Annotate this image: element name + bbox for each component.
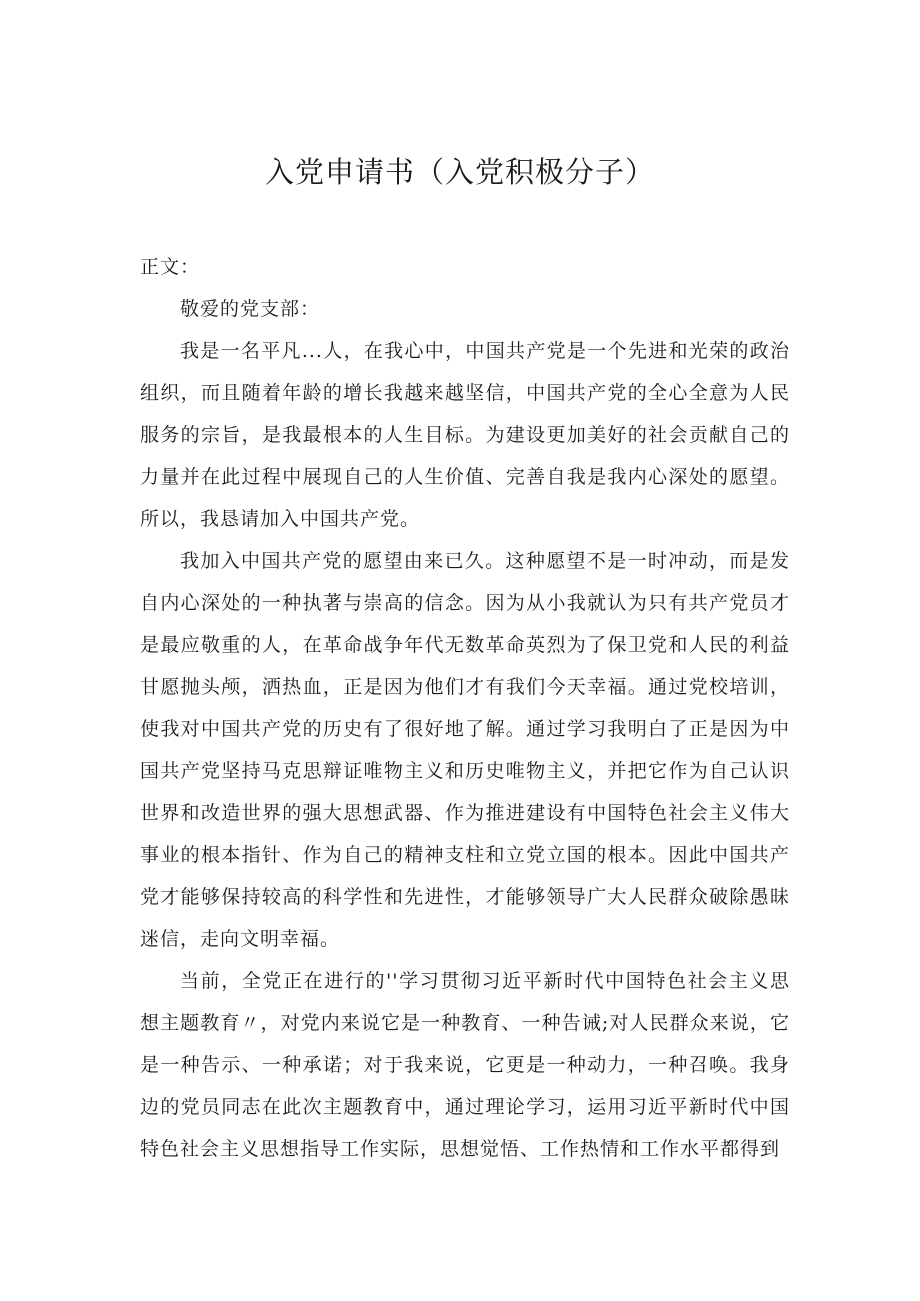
paragraph-1: 我是一名平凡...人，在我心中，中国共产党是一个先进和光荣的政治组织，而且随着年龄的增长我越来越坚信，中国共产党的全心全意为人民服务的宗旨，是我最根本的人生目标。为建设更加美好的社会贡献自己的力量并在此过程中展现自己的人生价值、完善自我是我内心深处的愿望。所以，我恳请加入中国共产党。 [140, 340, 790, 530]
paragraph-3: 当前，全党正在进行的''学习贯彻习近平新时代中国特色社会主义思想主题教育〃，对党内来说它是一种教育、一种告诫;对人民群众来说，它是一种告示、一种承诺；对于我来说，它更是一种动力，一种召唤。我身边的党员同志在此次主题教育中，通过理论学习，运用习近平新时代中国特色社会主义思想指导工作实际，思想觉悟、工作热情和工作水平都得到 [140, 970, 790, 1160]
document-title: 入党申请书（入党积极分子） [264, 155, 655, 189]
body-label: 正文： [140, 256, 201, 278]
document-body [140, 246, 790, 1170]
greeting: 敬爱的党支部： [180, 298, 321, 320]
paragraph-2: 我加入中国共产党的愿望由来已久。这种愿望不是一时冲动，而是发自内心深处的一种执著与崇高的信念。因为从小我就认为只有共产党员才是最应敬重的人，在革命战争年代无数革命英烈为了保卫党和人民的利益甘愿抛头颅，洒热血，正是因为他们才有我们今天幸福。通过党校培训，使我对中国共产党的历史有了很好地了解。通过学习我明白了正是因为中国共产党坚持马克思辩证唯物主义和历史唯物主义，并把它作为自己认识世界和改造世界的强大思想武器、作为推进建设有中国特色社会主义伟大事业的根本指针、作为自己的精神支柱和立党立国的根本。因此中国共产党才能够保持较高的科学性和先进性，才能够领导广大人民群众破除愚昧迷信，走向文明幸福。 [140, 550, 790, 950]
